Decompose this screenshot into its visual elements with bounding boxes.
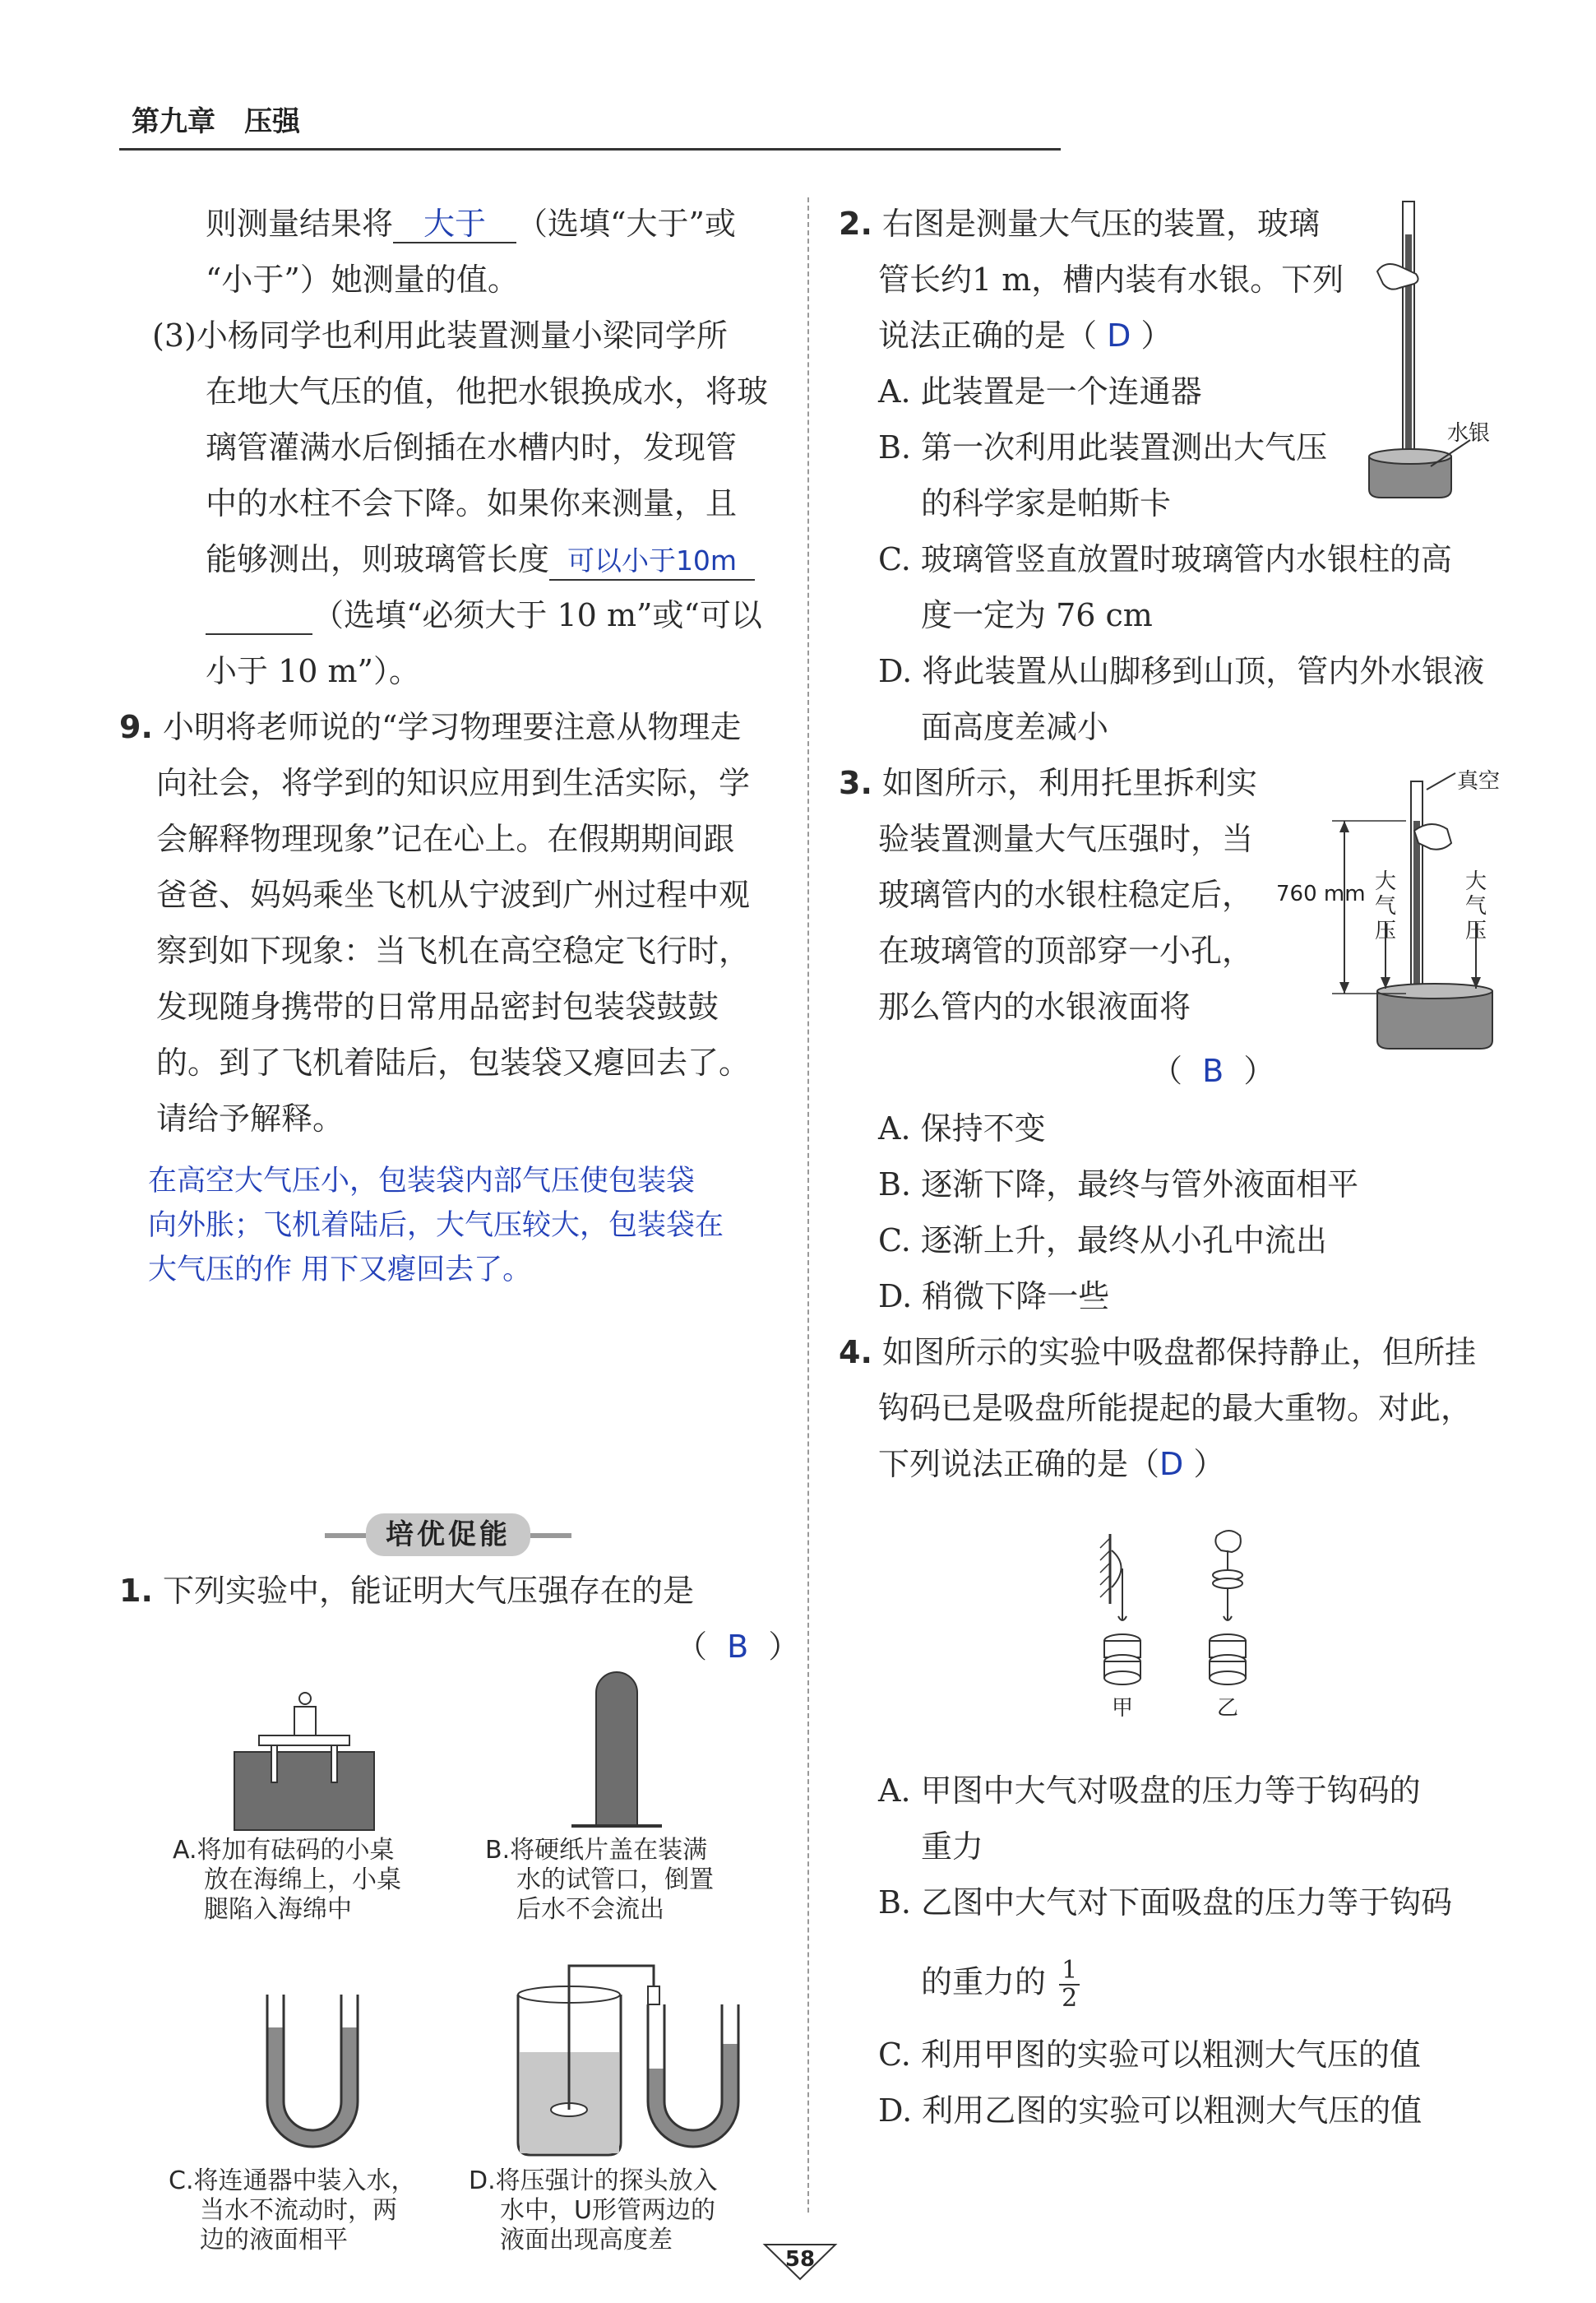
q8-line2: “小于”）她测量的值。 bbox=[206, 262, 519, 298]
figure-a-table-sponge bbox=[230, 1690, 378, 1830]
q2-option-b1: B. 第一次利用此装置测出大气压 bbox=[878, 429, 1328, 466]
q4-line1: 4. 如图所示的实验中吸盘都保持静止，但所挂 bbox=[839, 1334, 1476, 1370]
label-vacuum: 真空 bbox=[1457, 769, 1501, 794]
section-banner bbox=[325, 1513, 571, 1556]
p1-answer-bracket: （ B ） bbox=[676, 1629, 800, 1665]
sponge bbox=[234, 1752, 374, 1830]
q4-line2: 钩码已是吸盘所能提起的最大重物。对此， bbox=[878, 1390, 1473, 1426]
q2-option-d1: D. 将此装置从山脚移到山顶，管内外水银液 bbox=[878, 653, 1485, 689]
q4-option-d: D. 利用乙图的实验可以粗测大气压的值 bbox=[878, 2092, 1423, 2129]
q9-line5: 察到如下现象：当飞机在高空稳定飞行时， bbox=[156, 933, 751, 969]
q8-p3-line6: （选填“必须大于 10 m”或“可以 bbox=[206, 597, 762, 635]
q3-option-d: D. 稍微下降一些 bbox=[878, 1278, 1110, 1314]
q4-option-b1: B. 乙图中大气对下面吸盘的压力等于钩码 bbox=[878, 1884, 1453, 1921]
p1-answer: B bbox=[727, 1629, 749, 1665]
caption-b: B.将硬纸片盖在装满 水的试管口，倒置 后水不会流出 bbox=[485, 1836, 714, 1924]
figure-b-test-tube bbox=[567, 1670, 666, 1830]
p1-number: 1. bbox=[119, 1573, 153, 1609]
q3-line4: 在玻璃管的顶部穿一小孔， bbox=[878, 933, 1254, 969]
q9-line2: 向社会，将学到的知识应用到生活实际，学 bbox=[156, 765, 751, 801]
q4-option-b2: 的重力的 $\frac{1}{2}$ bbox=[921, 1958, 1080, 2012]
label-atm-left-1: 大 bbox=[1375, 869, 1397, 894]
q2-option-a: A. 此装置是一个连通器 bbox=[878, 373, 1202, 410]
q8-p3-line4: 中的水柱不会下降。如果你来测量，且 bbox=[206, 485, 738, 521]
figure-q4-suction-cups bbox=[1085, 1526, 1299, 1723]
q3-line2: 验装置测量大气压强时，当 bbox=[878, 821, 1254, 857]
weight-knob bbox=[299, 1693, 311, 1704]
hand-yi bbox=[1215, 1531, 1241, 1552]
label-atm-right-2: 气 bbox=[1465, 894, 1487, 919]
fraction-half bbox=[1059, 1958, 1080, 2012]
label-atm-left-3: 压 bbox=[1375, 919, 1397, 943]
q4-option-c: C. 利用甲图的实验可以粗测大气压的值 bbox=[878, 2037, 1421, 2073]
suction-cup-jia bbox=[1112, 1550, 1122, 1587]
q2-option-c1: C. 玻璃管竖直放置时玻璃管内水银柱的高 bbox=[878, 541, 1452, 577]
chapter-label: 第九章 bbox=[132, 105, 215, 138]
q2-option-b2: 的科学家是帕斯卡 bbox=[921, 485, 1172, 521]
figure-q3-torricelli bbox=[1276, 769, 1579, 1053]
q4-option-a1: A. 甲图中大气对吸盘的压力等于钩码的 bbox=[878, 1772, 1421, 1809]
q3-option-c: C. 逐渐上升，最终从小孔中流出 bbox=[878, 1222, 1327, 1258]
u-tube-water bbox=[267, 2027, 358, 2147]
page-number-badge bbox=[763, 2241, 837, 2282]
trough bbox=[1377, 991, 1492, 1049]
label-atm-right-1: 大 bbox=[1465, 869, 1487, 894]
q8-answer-1: 大于 bbox=[423, 206, 487, 242]
q9-line1: 9. 小明将老师说的“学习物理要注意从物理走 bbox=[119, 709, 742, 745]
label-760mm: 760 mm bbox=[1276, 882, 1366, 906]
header-rule bbox=[119, 148, 1061, 151]
page-number: 58 bbox=[784, 2247, 816, 2272]
q4-option-a2: 重力 bbox=[921, 1828, 984, 1865]
label-jia: 甲 bbox=[1112, 1696, 1134, 1721]
q4-number: 4. bbox=[839, 1334, 872, 1370]
q9-line3: 会解释物理现象”记在心上。在假期期间跟 bbox=[156, 821, 735, 857]
q2-option-c2: 度一定为 76 cm bbox=[921, 597, 1153, 633]
page-header bbox=[132, 99, 300, 139]
table-leg-left bbox=[271, 1745, 277, 1782]
fraction-denominator: 2 bbox=[1062, 1984, 1078, 2013]
q3-option-b: B. 逐渐下降，最终与管外液面相平 bbox=[878, 1166, 1359, 1202]
q8-p3-line1: (3)小杨同学也利用此装置测量小梁同学所 bbox=[152, 317, 728, 354]
q8-p3-line7: 小于 10 m”）。 bbox=[206, 653, 420, 689]
q2-number: 2. bbox=[839, 206, 872, 242]
table-leg-right bbox=[331, 1745, 337, 1782]
q2-line2: 管长约1 m，槽内装有水银。下列 bbox=[878, 262, 1344, 298]
q3-answer: B bbox=[1202, 1053, 1224, 1089]
q9-line8: 请给予解释。 bbox=[156, 1101, 345, 1137]
q9-line6: 发现随身携带的日常用品密封包装袋鼓鼓 bbox=[156, 989, 719, 1025]
label-atm-left-2: 气 bbox=[1375, 894, 1397, 919]
q9-answer-line1: 在高空大气压小，包装袋内部气压使包装袋 bbox=[148, 1165, 696, 1198]
caption-c: C.将连通器中装入水， 当水不流动时，两 边的液面相平 bbox=[169, 2166, 416, 2254]
suction-cup-yi-bottom bbox=[1213, 1578, 1242, 1588]
q3-option-a: A. 保持不变 bbox=[878, 1110, 1046, 1147]
q2-line3: 说法正确的是（ D ） bbox=[878, 317, 1173, 354]
q9-line4: 爸爸、妈妈乘坐飞机从宁波到广州过程中观 bbox=[156, 877, 751, 913]
q8-p3-line5: 能够测出，则玻璃管长度 可以小于10m bbox=[206, 541, 755, 581]
q9-answer-line3: 大气压的作 用下又瘪回去了。 bbox=[148, 1253, 532, 1286]
q4-line3: 下列说法正确的是（D ） bbox=[878, 1446, 1225, 1482]
q3-number: 3. bbox=[839, 765, 872, 801]
caption-a: A.将加有砝码的小桌 放在海绵上，小桌 腿陷入海绵中 bbox=[173, 1836, 401, 1924]
q3-line5: 那么管内的水银液面将 bbox=[878, 989, 1191, 1025]
q9-line7: 的。到了飞机着陆后，包装袋又瘪回去了。 bbox=[156, 1045, 751, 1081]
test-tube bbox=[596, 1672, 637, 1826]
q4-answer: D bbox=[1159, 1446, 1184, 1482]
q3-answer-bracket: （ B ） bbox=[1151, 1053, 1275, 1089]
p1-stem: 1. 下列实验中，能证明大气压强存在的是 bbox=[119, 1573, 694, 1609]
q8-p3-line3: 璃管灌满水后倒插在水槽内时，发现管 bbox=[206, 429, 738, 466]
q3-line3: 玻璃管内的水银柱稳定后， bbox=[878, 877, 1254, 913]
label-yi: 乙 bbox=[1217, 1696, 1239, 1721]
fraction-numerator: 1 bbox=[1059, 1958, 1080, 1986]
caption-d: D.将压强计的探头放入 水中，U形管两边的 液面出现高度差 bbox=[469, 2166, 718, 2254]
section-title: 培优促能 bbox=[366, 1513, 530, 1556]
label-atm-right-3: 压 bbox=[1465, 919, 1487, 943]
q8-p3-line2: 在地大气压的值，他把水银换成水，将玻 bbox=[206, 373, 769, 410]
chapter-title: 压强 bbox=[244, 105, 301, 138]
weight bbox=[294, 1707, 316, 1735]
figure-d-pressure-gauge bbox=[510, 1962, 773, 2159]
q2-answer: D bbox=[1107, 317, 1131, 354]
q9-answer-line2: 向外胀；飞机着陆后，大气压较大，包装袋在 bbox=[148, 1209, 724, 1242]
label-mercury: 水银 bbox=[1447, 421, 1491, 446]
q2-option-d2: 面高度差减小 bbox=[921, 709, 1109, 745]
figure-c-connected-vessel bbox=[251, 1995, 374, 2159]
column-divider bbox=[807, 197, 809, 2213]
q8-line1: 则测量结果将 大于 （选填“大于”或 bbox=[206, 206, 736, 242]
q3-line1: 3. 如图所示，利用托里拆利实 bbox=[839, 765, 1257, 801]
table-top bbox=[259, 1735, 349, 1745]
q8-answer-2: 可以小于10m bbox=[567, 544, 738, 577]
q2-line1: 2. 右图是测量大气压的装置，玻璃 bbox=[839, 206, 1320, 242]
q9-number: 9. bbox=[119, 709, 153, 745]
figure-q2-barometer bbox=[1365, 202, 1579, 498]
